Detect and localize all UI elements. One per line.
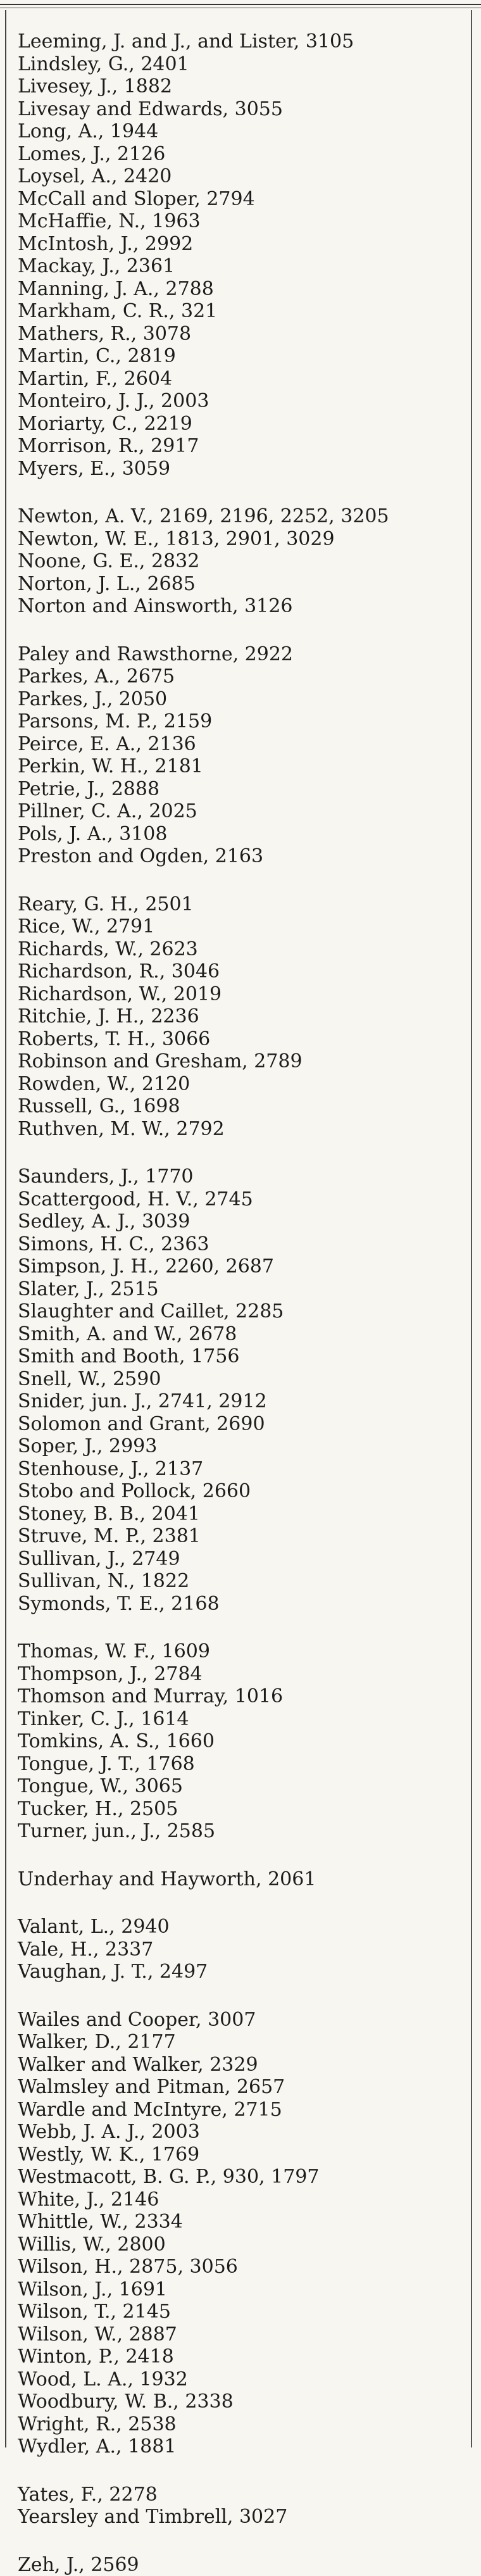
- index-entry: McIntosh, J., 2992: [18, 233, 461, 256]
- index-entry: Richardson, R., 3046: [18, 960, 461, 983]
- index-entry: Wilson, T., 2145: [18, 2301, 461, 2323]
- index-entry: Ruthven, M. W., 2792: [18, 1118, 461, 1141]
- top-rule: [0, 4, 481, 5]
- index-entry: Slaughter and Caillet, 2285: [18, 1300, 461, 1323]
- index-section: [18, 1916, 461, 1983]
- index-entry: Walker, D., 2177: [18, 2031, 461, 2054]
- index-entry: Wailes and Cooper, 3007: [18, 2009, 461, 2032]
- index-entry: Pols, J. A., 3108: [18, 823, 461, 846]
- index-entry: Morrison, R., 2917: [18, 435, 461, 458]
- index-entry: Sullivan, J., 2749: [18, 1548, 461, 1571]
- index-entry: Valant, L., 2940: [18, 1916, 461, 1938]
- index-entry: Paley and Rawsthorne, 2922: [18, 643, 461, 666]
- index-entry: Perkin, W. H., 2181: [18, 755, 461, 778]
- index-entry: Lomes, J., 2126: [18, 143, 461, 166]
- index-entry: Ritchie, J. H., 2236: [18, 1005, 461, 1028]
- index-entry: Rice, W., 2791: [18, 915, 461, 938]
- index-entry: Myers, E., 3059: [18, 458, 461, 481]
- index-entry: Symonds, T. E., 2168: [18, 1593, 461, 1616]
- index-entry: Vale, H., 2337: [18, 1938, 461, 1961]
- index-entry: Sedley, A. J., 3039: [18, 1210, 461, 1233]
- index-entry: Martin, F., 2604: [18, 368, 461, 391]
- index-entry: Pillner, C. A., 2025: [18, 800, 461, 823]
- index-entry: Stobo and Pollock, 2660: [18, 1480, 461, 1503]
- index-entry: Richards, W., 2623: [18, 938, 461, 961]
- index-section: [18, 1868, 461, 1891]
- index-section: [18, 2484, 461, 2529]
- index-entry: Tongue, J. T., 1768: [18, 1753, 461, 1776]
- index-entry: Westmacott, B. G. P., 930, 1797: [18, 2166, 461, 2189]
- index-entry: Wood, L. A., 1932: [18, 2368, 461, 2391]
- index-entry: Soper, J., 2993: [18, 1435, 461, 1458]
- index-section: [18, 643, 461, 868]
- index-entry: Whittle, W., 2334: [18, 2211, 461, 2234]
- index-section: [18, 505, 461, 618]
- index-entry: Preston and Ogden, 2163: [18, 845, 461, 868]
- index-entry: Saunders, J., 1770: [18, 1165, 461, 1188]
- left-column-rule: [5, 10, 6, 2447]
- index-entry: Wilson, J., 1691: [18, 2278, 461, 2301]
- index-entry: Leeming, J. and J., and Lister, 3105: [18, 30, 461, 53]
- index-entry: Livesey, J., 1882: [18, 75, 461, 98]
- index-section: [18, 1640, 461, 1843]
- index-entry: Parkes, A., 2675: [18, 665, 461, 688]
- index-entry: Loysel, A., 2420: [18, 165, 461, 188]
- index-entry: White, J., 2146: [18, 2189, 461, 2211]
- index-entry: Yates, F., 2278: [18, 2484, 461, 2506]
- index-entry: Tinker, C. J., 1614: [18, 1708, 461, 1731]
- index-entry: Lindsley, G., 2401: [18, 53, 461, 76]
- index-entry: Tucker, H., 2505: [18, 1798, 461, 1821]
- index-entry: Turner, jun., J., 2585: [18, 1820, 461, 1843]
- index-entry: Moriarty, C., 2219: [18, 413, 461, 436]
- index-entry: Petrie, J., 2888: [18, 778, 461, 801]
- index-entry: Wright, R., 2538: [18, 2413, 461, 2436]
- index-entry: Sullivan, N., 1822: [18, 1570, 461, 1593]
- index-entry: Wilson, W., 2887: [18, 2323, 461, 2346]
- index-entry: Russell, G., 1698: [18, 1095, 461, 1118]
- index-entry: Manning, J. A., 2788: [18, 278, 461, 301]
- index-entry: Thompson, J., 2784: [18, 1663, 461, 1686]
- index-entry: Tongue, W., 3065: [18, 1775, 461, 1798]
- index-entry: Simpson, J. H., 2260, 2687: [18, 1255, 461, 1278]
- index-entry: Martin, C., 2819: [18, 345, 461, 368]
- index-entry: Stenhouse, J., 2137: [18, 1458, 461, 1481]
- index-entry: Stoney, B. B., 2041: [18, 1503, 461, 1526]
- index-entry: Livesay and Edwards, 3055: [18, 98, 461, 121]
- index-entry: Tomkins, A. S., 1660: [18, 1730, 461, 1753]
- index-entry: Noone, G. E., 2832: [18, 550, 461, 573]
- name-index-column: [18, 30, 461, 2576]
- index-entry: McCall and Sloper, 2794: [18, 188, 461, 211]
- index-entry: Mathers, R., 3078: [18, 323, 461, 346]
- index-entry: Scattergood, H. V., 2745: [18, 1188, 461, 1211]
- index-entry: Winton, P., 2418: [18, 2346, 461, 2368]
- index-entry: Thomson and Murray, 1016: [18, 1685, 461, 1708]
- index-entry: Monteiro, J. J., 2003: [18, 390, 461, 413]
- index-entry: Simons, H. C., 2363: [18, 1233, 461, 1256]
- index-entry: Walker and Walker, 2329: [18, 2054, 461, 2077]
- index-entry: McHaffie, N., 1963: [18, 210, 461, 233]
- index-entry: Thomas, W. F., 1609: [18, 1640, 461, 1663]
- index-entry: Norton and Ainsworth, 3126: [18, 595, 461, 618]
- index-entry: Vaughan, J. T., 2497: [18, 1961, 461, 1983]
- index-entry: Robinson and Gresham, 2789: [18, 1050, 461, 1073]
- index-entry: Smith and Booth, 1756: [18, 1345, 461, 1368]
- index-entry: Willis, W., 2800: [18, 2234, 461, 2256]
- index-section: [18, 2554, 461, 2576]
- index-entry: Slater, J., 2515: [18, 1278, 461, 1301]
- index-entry: Parsons, M. P., 2159: [18, 710, 461, 733]
- index-entry: Reary, G. H., 2501: [18, 893, 461, 916]
- index-entry: Rowden, W., 2120: [18, 1073, 461, 1096]
- index-entry: Westly, W. K., 1769: [18, 2144, 461, 2166]
- index-entry: Zeh, J., 2569: [18, 2554, 461, 2576]
- index-entry: Wilson, H., 2875, 3056: [18, 2256, 461, 2278]
- right-column-rule: [471, 10, 472, 2447]
- index-entry: Wydler, A., 1881: [18, 2435, 461, 2458]
- index-entry: Woodbury, W. B., 2338: [18, 2391, 461, 2413]
- index-entry: Newton, W. E., 1813, 2901, 3029: [18, 528, 461, 551]
- index-entry: Newton, A. V., 2169, 2196, 2252, 3205: [18, 505, 461, 528]
- index-section: [18, 1165, 461, 1615]
- index-section: [18, 30, 461, 480]
- index-section: [18, 893, 461, 1141]
- index-entry: Long, A., 1944: [18, 120, 461, 143]
- index-entry: Solomon and Grant, 2690: [18, 1413, 461, 1436]
- index-entry: Peirce, E. A., 2136: [18, 733, 461, 756]
- index-section: [18, 2009, 461, 2458]
- index-entry: Norton, J. L., 2685: [18, 573, 461, 596]
- index-entry: Parkes, J., 2050: [18, 688, 461, 711]
- index-entry: Roberts, T. H., 3066: [18, 1028, 461, 1051]
- index-entry: Yearsley and Timbrell, 3027: [18, 2506, 461, 2529]
- index-entry: Snell, W., 2590: [18, 1368, 461, 1391]
- index-entry: Mackay, J., 2361: [18, 255, 461, 278]
- index-entry: Struve, M. P., 2381: [18, 1525, 461, 1548]
- index-entry: Richardson, W., 2019: [18, 983, 461, 1006]
- index-entry: Snider, jun. J., 2741, 2912: [18, 1390, 461, 1413]
- index-entry: Markham, C. R., 321: [18, 300, 461, 323]
- index-entry: Walmsley and Pitman, 2657: [18, 2076, 461, 2099]
- index-entry: Webb, J. A. J., 2003: [18, 2121, 461, 2144]
- index-entry: Underhay and Hayworth, 2061: [18, 1868, 461, 1891]
- index-entry: Smith, A. and W., 2678: [18, 1323, 461, 1346]
- index-entry: Wardle and McIntyre, 2715: [18, 2099, 461, 2121]
